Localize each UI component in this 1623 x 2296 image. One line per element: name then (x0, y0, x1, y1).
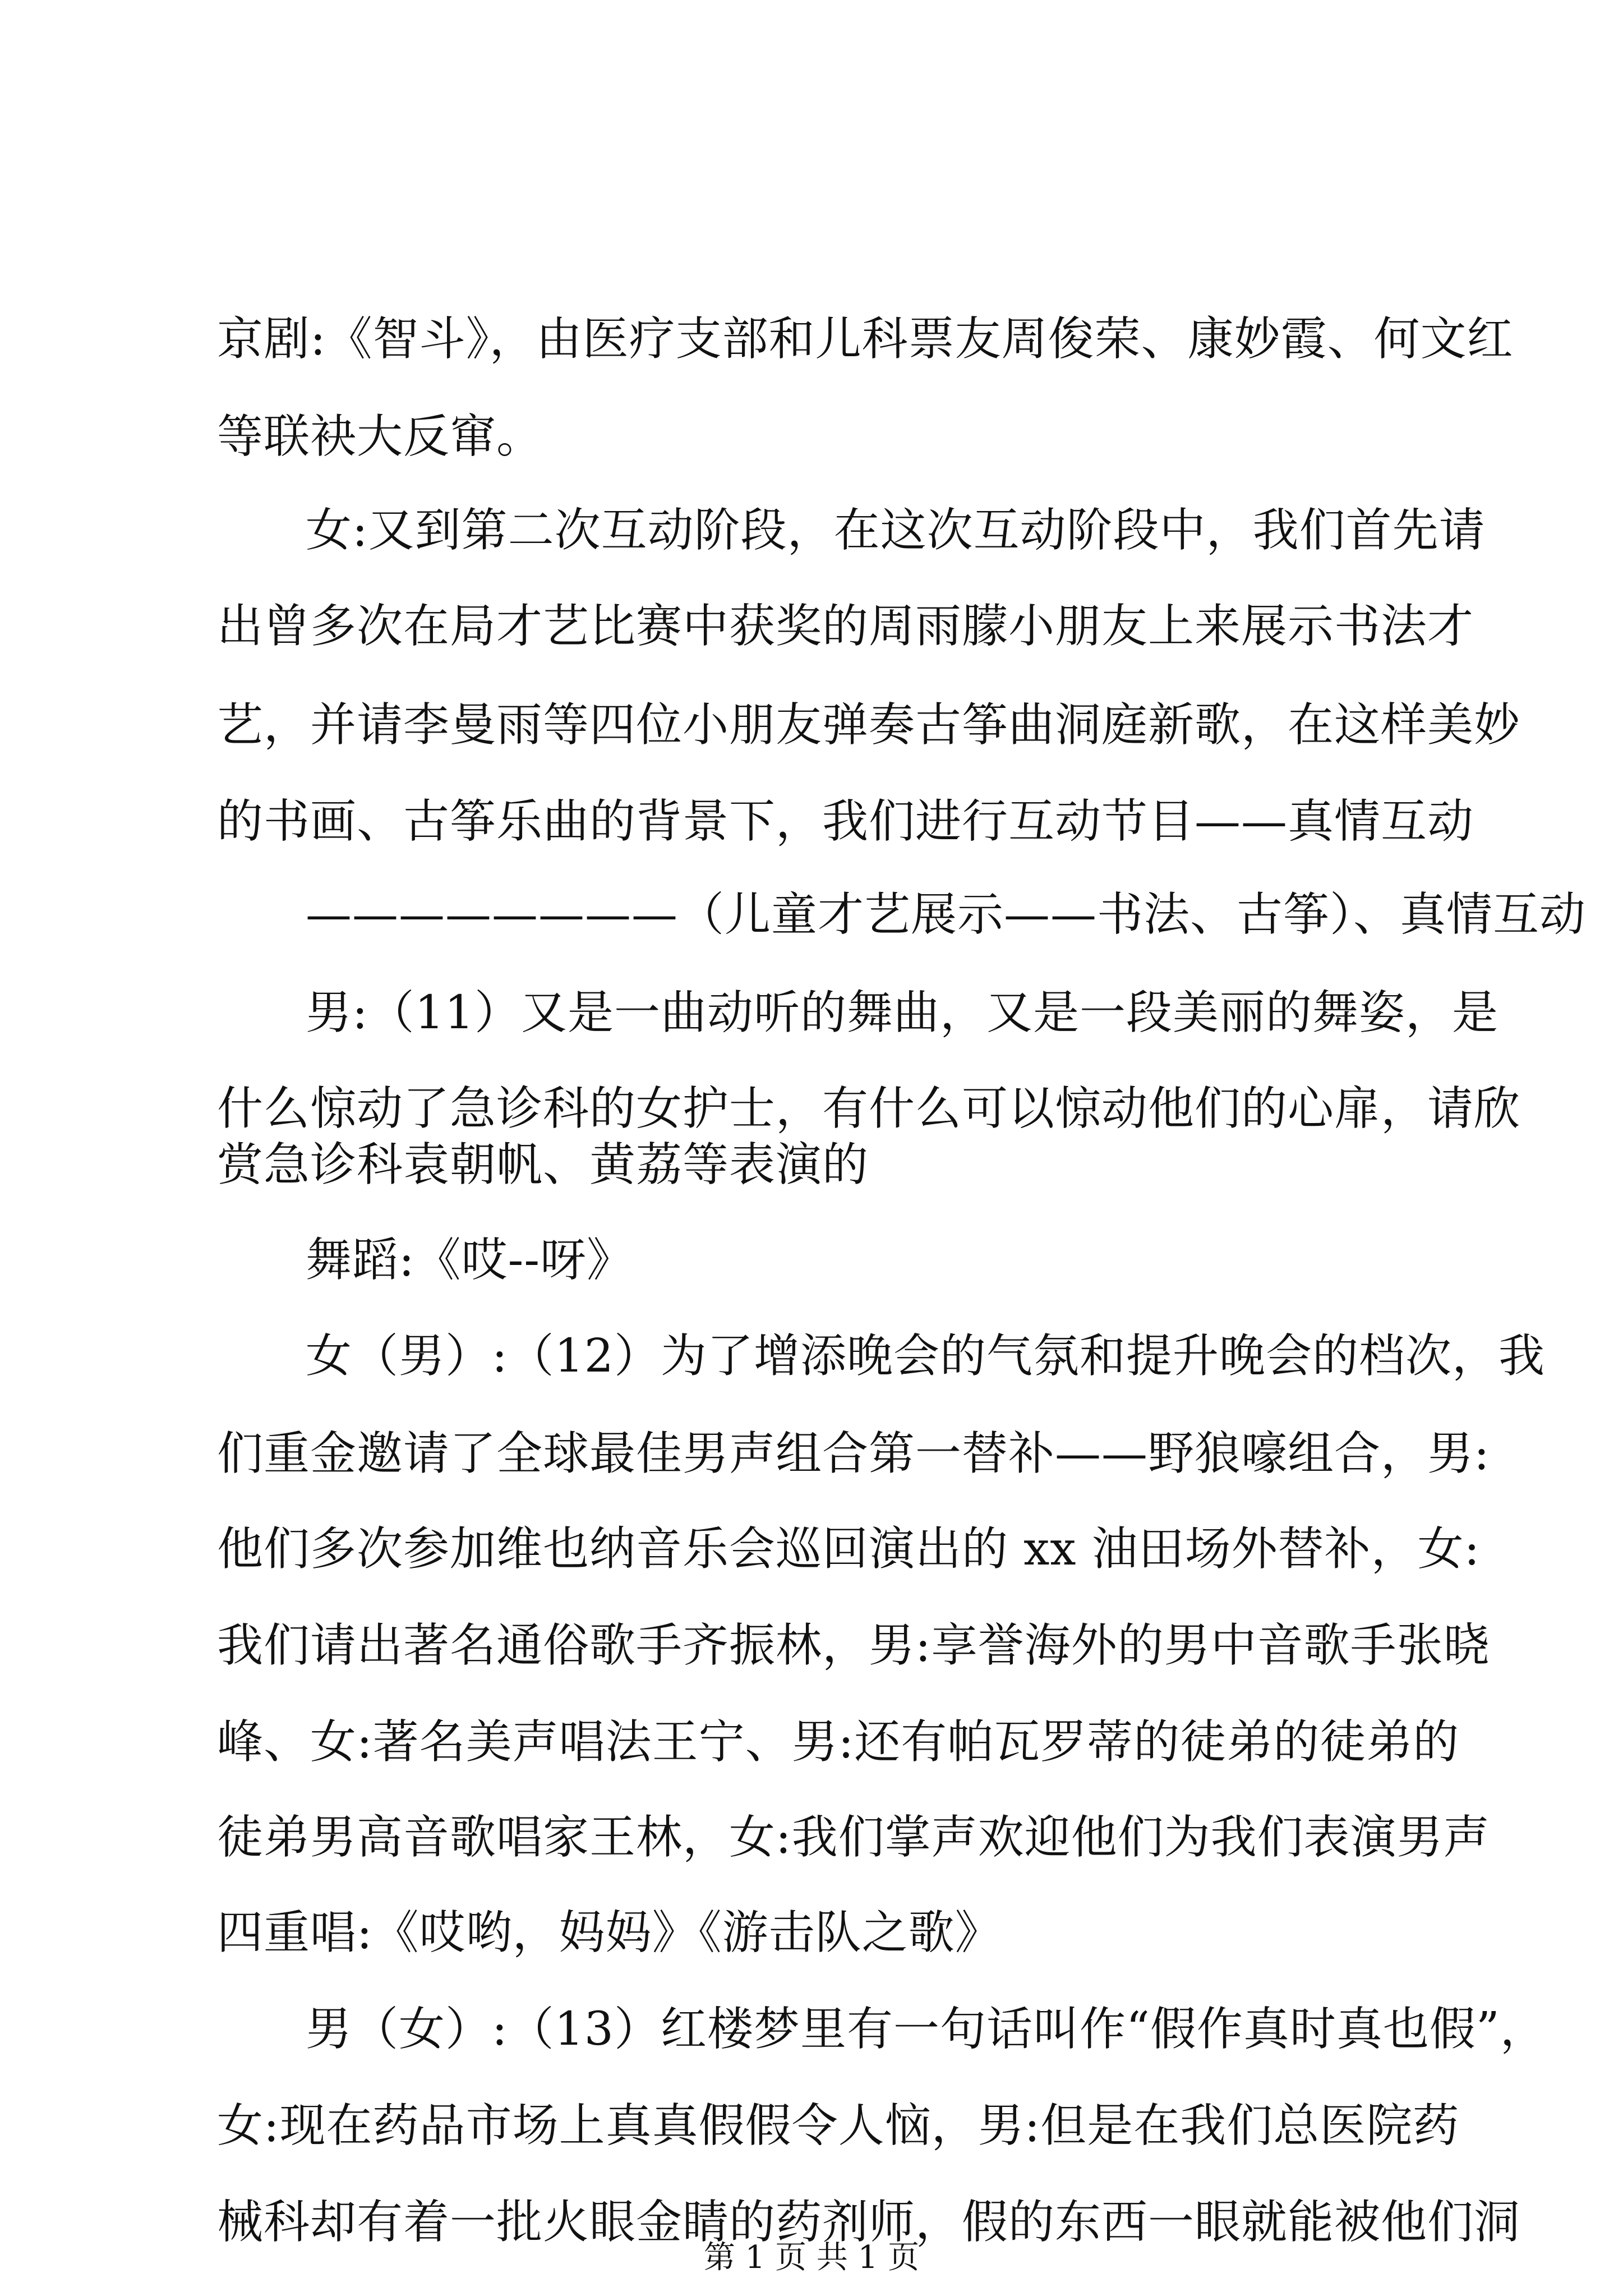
text-line: 等联袂大反窜。 (217, 410, 543, 463)
text-line: 峰、女:著名美声唱法王宁、男:还有帕瓦罗蒂的徒弟的徒弟的 (217, 1715, 1460, 1769)
text-line: 京剧:《智斗》，由医疗支部和儿科票友周俊荣、康妙霞、何文红 (217, 312, 1514, 366)
text-line: 他们多次参加维也纳音乐会巡回演出的 xx 油田场外替补，女: (217, 1522, 1481, 1576)
text-line: 徒弟男高音歌唱家王林，女:我们掌声欢迎他们为我们表演男声 (217, 1811, 1490, 1864)
text-line: 女（男）:（12）为了增添晚会的气氛和提升晚会的档次，我 (306, 1329, 1545, 1383)
text-line: 我们请出著名通俗歌手齐振林，男:享誉海外的男中音歌手张晓 (217, 1619, 1490, 1672)
text-line: 舞蹈:《哎--呀》 (306, 1234, 634, 1287)
text-line: ————————（儿童才艺展示——书法、古筝）、真情互动 (306, 888, 1587, 941)
text-line: 男:（11）又是一曲动听的舞曲，又是一段美丽的舞姿，是 (306, 986, 1498, 1039)
text-line: 械科却有着一批火眼金睛的药剂师，假的东西一眼就能被他们洞 (217, 2196, 1521, 2249)
text-line: 男（女）:（13）红楼梦里有一句话叫作“假作真时真也假”， (306, 2003, 1547, 2056)
text-line: 女:现在药品市场上真真假假令人恼，男:但是在我们总医院药 (217, 2099, 1460, 2152)
text-line: 的书画、古筝乐曲的背景下，我们进行互动节目——真情互动 (217, 795, 1474, 848)
text-line: 们重金邀请了全球最佳男声组合第一替补——野狼嚎组合，男: (217, 1427, 1490, 1480)
text-line: 四重唱:《哎哟，妈妈》《游击队之歌》 (217, 1906, 1002, 1959)
text-line: 什么惊动了急诊科的女护士，有什么可以惊动他们的心扉，请欣 (217, 1082, 1521, 1135)
page-footer: 第 1 页 共 1 页 (703, 2239, 920, 2276)
text-line: 女:又到第二次互动阶段，在这次互动阶段中，我们首先请 (306, 504, 1486, 557)
text-line: 出曾多次在局才艺比赛中获奖的周雨朦小朋友上来展示书法才 (217, 600, 1474, 653)
text-line: 艺，并请李曼雨等四位小朋友弹奏古筝曲洞庭新歌，在这样美妙 (217, 698, 1521, 752)
text-line: 赏急诊科袁朝帆、黄荔等表演的 (217, 1138, 869, 1191)
